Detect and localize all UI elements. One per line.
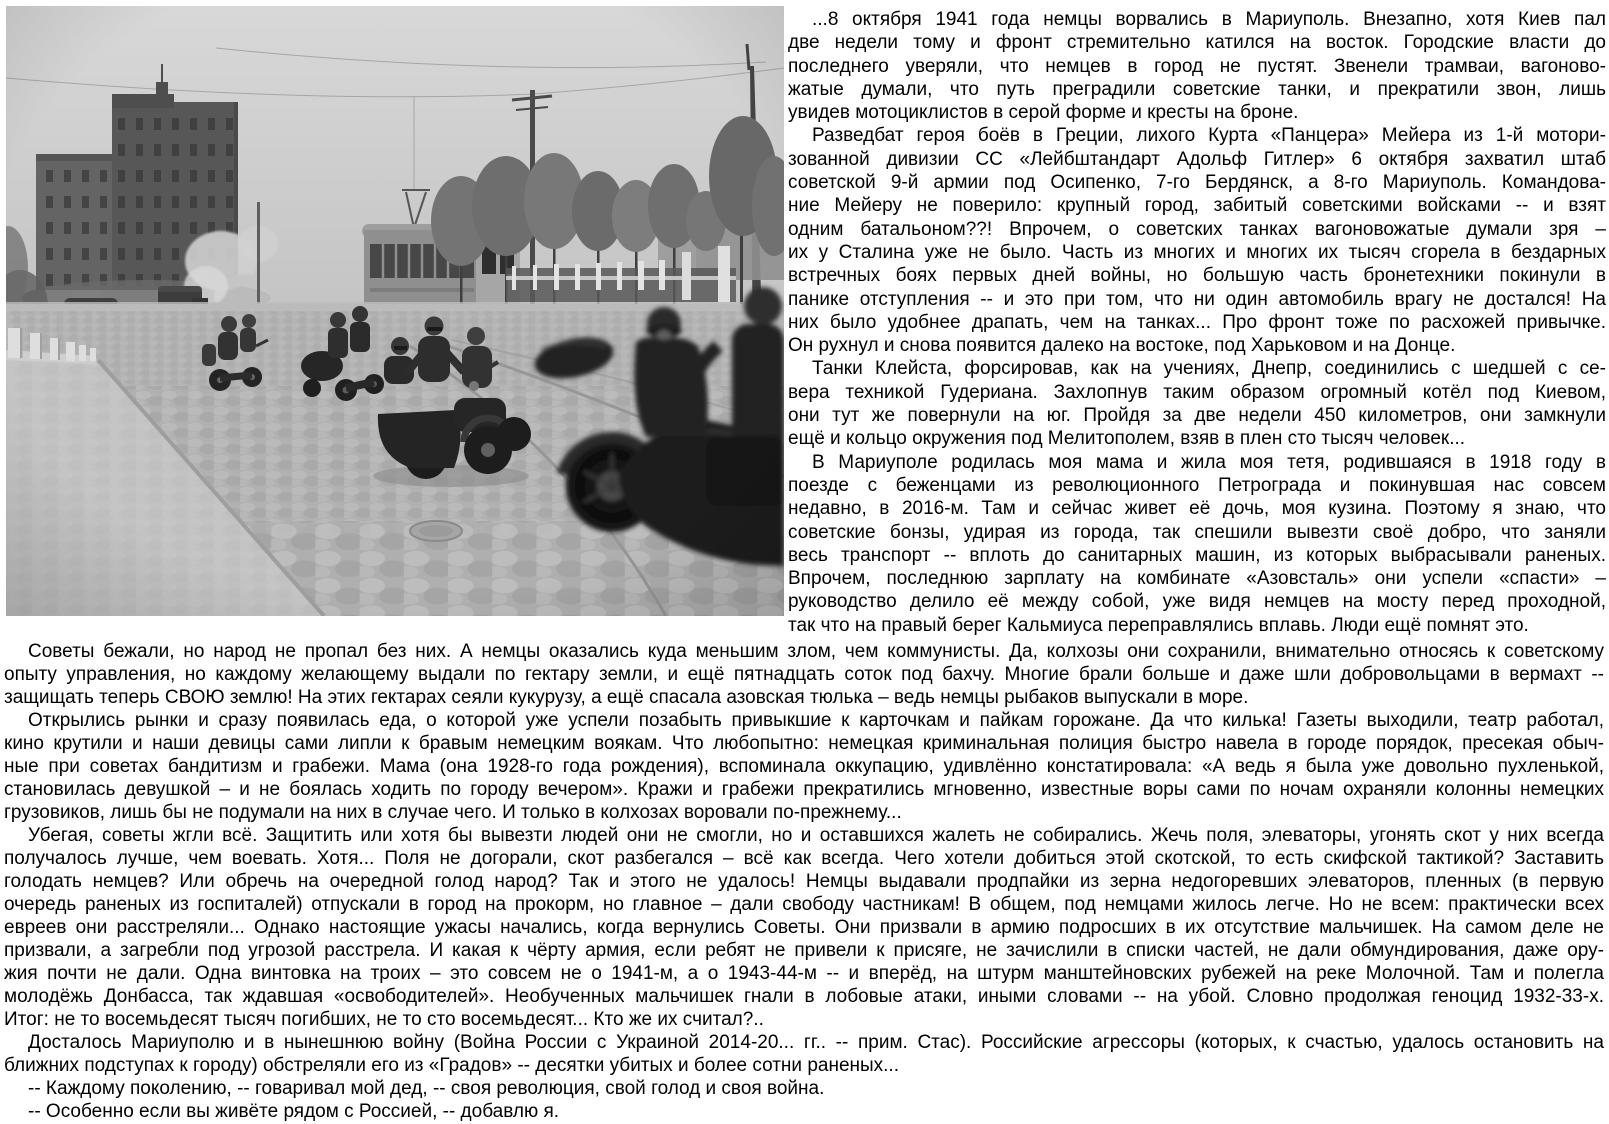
text-line: панике отступления -- и это при том, что ни один автомобиль врагу не достался! На	[788, 288, 1606, 310]
photo-mariupol-1941	[6, 6, 784, 616]
text-line: -- Каждому поколению, -- говаривал мой дед, -- своя революция, свой голод и своя война.	[28, 1078, 825, 1099]
text-line: -- Особенно если вы живёте рядом с Россией, -- добавлю я.	[28, 1101, 560, 1122]
text-line: В Мариуполе родилась моя мама и жила моя тетя, родившаяся в 1918 году в	[812, 451, 1606, 473]
text-line: ные при советах бандитизм и грабежи. Мама (она 1928-го года рождения), вспоминала оккупацию, удивлённо констатировала: «А ведь я была уже довольно пухленькой,	[4, 756, 1604, 777]
text-line: Впрочем, последнюю зарплату на комбинате «Азовсталь» они успели «спасти» –	[788, 568, 1606, 590]
text-line: Досталось Мариуполю и в нынешнюю войну (Война России с Украиной 2014-20... гг.. -- прим. Стас). Российские агрессоры (которых, к счастью, удалось остановить на	[28, 1032, 1604, 1053]
text-line: очередь раненых из госпиталей) отпускали в город на прокорм, но главное – дали свободу частникам! В общем, под немцами жилось легче. Но не всем: практически всех	[4, 894, 1604, 915]
text-line: советской 9-й армии под Осипенко, 7-го Бердянск, а 8-го Мариуполь. Командова-	[788, 172, 1606, 194]
vignette-overlay	[6, 6, 784, 616]
text-line: руководство делило её между собой, уже видя немцев на мосту перед проходной,	[788, 591, 1606, 613]
text-line: жия почти не дали. Одна винтовка на троих – это совсем не о 1941-м, а о 1943-44-м -- и вперёд, на штурм манштейновских рубежей на реке Молочной. Там и полегла	[4, 963, 1604, 984]
text-line: евреев они расстреляли... Однако настоящие ужасы начались, когда вернулись Советы. Они призвали в армию подросших в их отсутствие мальчишек. На самом деле не	[4, 917, 1604, 938]
text-line: молодёжь Донбасса, так ждавшая «освободителей». Необученных мальчишек гнали в лобовые атаки, иными словами -- на убой. Словно продолжая геноцид 1932-33-х.	[4, 986, 1604, 1007]
text-line: две недели тому и фронт стремительно катился на восток. Городские власти до	[788, 32, 1606, 54]
text-line: недавно, в 2016-м. Там и сейчас живет её дочь, моя кузина. Поэтому я знаю, что	[788, 498, 1606, 520]
text-line: Итог: не то восемьдесят тысяч погибших, не то сто восемьдесят... Кто же их считал?..	[4, 1009, 764, 1030]
text-line: Советы бежали, но народ не пропал без них. А немцы оказались куда меньшим злом, чем коммунисты. Да, колхозы они сохранили, внимательно относясь к советскому	[28, 641, 1604, 662]
text-line: Танки Клейста, форсировав, как на учениях, Днепр, соединились с шедшей с се-	[812, 358, 1606, 380]
text-line: голодать немцев? Или обречь на очередной голод народ? Так и этого не удалось! Немцы выдавали продпайки из зерна недогоревших элеваторов, пленных (в первую	[4, 871, 1604, 892]
text-line: советские бонзы, удирая из города, так спешили вывезти своё добро, что заняли	[788, 521, 1606, 543]
text-line: ние Мейеру не поверило: крупный город, забитый советскими войсками -- и взят	[788, 195, 1606, 217]
text-line: кино крутили и наши девицы сами липли к бравым немецким воякам. Что любопытно: немецкая криминальная полиция быстро навела в городе порядок, пресекая обыч-	[4, 733, 1604, 754]
text-line: ещё и кольцо окружения под Мелитополем, взяв в плен сто тысяч человек...	[788, 428, 1466, 450]
text-line: вера техникой Гудериана. Захлопнув таким образом огромный котёл под Киевом,	[788, 381, 1606, 403]
text-line: них было удобнее драпать, чем на танках... Про фронт тоже по расхожей привычке.	[788, 311, 1606, 333]
street-photo-illustration	[6, 6, 784, 616]
text-line: призвали, а загребли под угрозой расстрела. И какая к чёрту армия, если ребят не привели к присяге, не зачислили в списки частей, не дали обмундирования, даже ору-	[4, 940, 1604, 961]
bottom-text-block	[4, 640, 1604, 1123]
text-line: встречных боях первых дней войны, но большую часть бронетехники покинули в	[788, 265, 1606, 287]
text-line: получалось лучше, чем воевать. Хотя... Поля не догорали, скот разбегался – всё как всегда. Чего хотели добиться этой скотской, то есть скифской тактикой? Заставить	[4, 848, 1604, 869]
text-line: одним батальоном??! Впрочем, о советских танках вагоновожатые думали зря –	[788, 218, 1606, 240]
text-line: поезде с беженцами из революционного Петрограда и покинувшая нас совсем	[788, 474, 1606, 496]
text-line: увидев мотоциклистов в серой форме и кресты на броне.	[788, 102, 1299, 124]
text-line: зованной дивизии СС «Лейбштандарт Адольф Гитлер» 6 октября захватил штаб	[788, 148, 1606, 170]
text-line: грузовиков, лишь бы не подумали на них в случае чего. И только в колхозах воровали по-прежнему...	[4, 802, 902, 823]
text-line: последнего уверяли, что немцев в город не пустят. Звенели трамваи, вагоново-	[788, 55, 1606, 77]
right-text-column	[788, 8, 1606, 637]
text-line: они тут же повернули на юг. Пройдя за две недели 450 километров, они замкнули	[788, 405, 1606, 427]
text-line: ...8 октября 1941 года немцы ворвались в Мариуполь. Внезапно, хотя Киев пал	[812, 9, 1606, 30]
text-line: Открылись рынки и сразу появилась еда, о которой уже успели позабыть привыкшие к карточкам и пайкам горожане. Да что килька! Газеты выходили, театр работал,	[28, 710, 1604, 731]
text-line: ближних подступах к городу) обстреляли его из «Градов» -- десятки убитых и более сотни раненых...	[4, 1055, 899, 1076]
text-line: весь транспорт -- вплоть до санитарных машин, из которых выбрасывали раненых.	[788, 544, 1606, 566]
text-line: Разведбат героя боёв в Греции, лихого Курта «Панцера» Мейера из 1-й мотори-	[812, 125, 1606, 147]
text-line: защищать теперь СВОЮ землю! На этих гектарах сеяли кукурузу, а ещё спасала азовская тюлька – ведь немцы рыбаков выпускали в море.	[4, 687, 1249, 708]
text-line: их у Сталина уже не было. Часть из многих и многих их тысяч сгорела в бездарных	[788, 241, 1606, 263]
text-line: Он рухнул и снова появится далеко на востоке, под Харьковом и на Донце.	[788, 335, 1456, 357]
text-line: Убегая, советы жгли всё. Защитить или хотя бы вывезти людей они не смогли, но и оставшихся жалеть не собирались. Жечь поля, элеваторы, угонять скот у них всегда	[28, 825, 1604, 846]
text-line: так что на правый берег Кальмиуса переправлялись вплавь. Люди ещё помнят это.	[788, 614, 1529, 636]
text-line: опыту управления, но каждому желающему выдали по гектару земли, и ещё пятнадцать соток под бахчу. Многие брали больше и даже шли добровольцами в вермахт --	[4, 664, 1604, 685]
text-line: жатые думали, что путь преградили советские танки, и прекратили звон, лишь	[788, 78, 1606, 100]
text-line: становилась девушкой – и не боялась ходить по городу вечером». Кражи и грабежи прекратились мгновенно, известные воры сами по ночам охраняли колонны немецких	[4, 779, 1604, 800]
